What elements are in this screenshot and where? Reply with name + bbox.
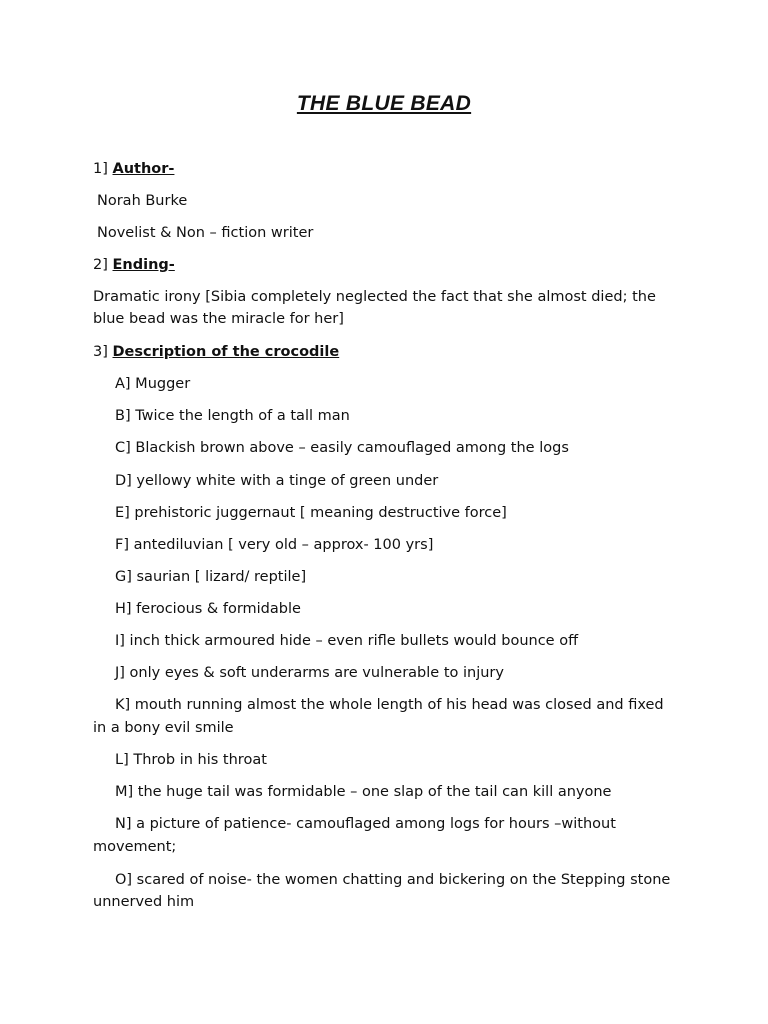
ending-text: Dramatic irony [Sibia completely neglected the fact that she almost died; the blue bead was the miracle for her] [93, 289, 656, 327]
section-heading: Ending- [112, 257, 175, 273]
crocodile-item: H] ferocious & formidable [115, 601, 301, 617]
crocodile-item: B] Twice the length of a tall man [115, 408, 350, 424]
crocodile-item: O] scared of noise- the women chatting and bickering on the Stepping stone [115, 872, 671, 888]
crocodile-item: I] inch thick armoured hide – even rifle bullets would bounce off [115, 633, 579, 649]
section-number: 1] [93, 161, 108, 177]
section-heading: Description of the crocodile [112, 344, 340, 360]
crocodile-item: N] a picture of patience- camouflaged among logs for hours –without [115, 816, 616, 832]
crocodile-item: M] the huge tail was formidable – one slap of the tail can kill anyone [115, 784, 612, 800]
section-author-heading [93, 158, 174, 180]
author-description: Novelist & Non – fiction writer [97, 225, 314, 241]
crocodile-item: J] only eyes & soft underarms are vulnerable to injury [115, 665, 504, 681]
crocodile-item: A] Mugger [115, 376, 191, 392]
document-title: THE BLUE BEAD [296, 92, 472, 115]
section-crocodile-heading [93, 341, 339, 363]
crocodile-item-continued: in a bony evil smile [93, 720, 234, 736]
crocodile-item-continued: unnerved him [93, 894, 195, 910]
crocodile-item: K] mouth running almost the whole length of his head was closed and fixed [115, 697, 664, 713]
section-number: 2] [93, 257, 108, 273]
section-number: 3] [93, 344, 108, 360]
crocodile-item: E] prehistoric juggernaut [ meaning destructive force] [115, 505, 507, 521]
crocodile-item: C] Blackish brown above – easily camouflaged among the logs [115, 440, 569, 456]
crocodile-item: D] yellowy white with a tinge of green under [115, 473, 439, 489]
author-name: Norah Burke [97, 193, 188, 209]
crocodile-item-continued: movement; [93, 839, 177, 855]
crocodile-item: F] antediluvian [ very old – approx- 100 yrs] [115, 537, 434, 553]
section-ending-heading [93, 254, 175, 276]
crocodile-item: L] Throb in his throat [115, 752, 267, 768]
crocodile-item: G] saurian [ lizard/ reptile] [115, 569, 307, 585]
section-heading: Author- [112, 161, 175, 177]
